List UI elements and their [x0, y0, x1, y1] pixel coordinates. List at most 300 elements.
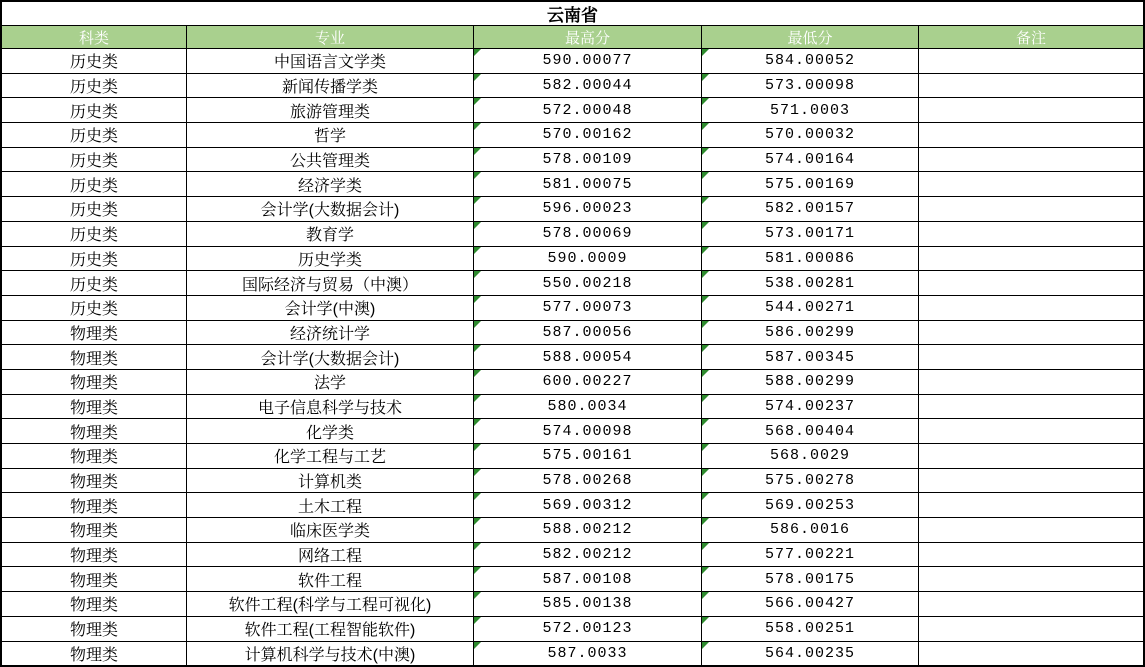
- cell-remark[interactable]: [919, 444, 1143, 468]
- major-text: 经济统计学: [289, 325, 370, 343]
- cell-min-score[interactable]: [702, 567, 919, 591]
- cell-max-score[interactable]: [474, 123, 702, 147]
- number-stored-as-text-indicator-icon: [474, 247, 481, 254]
- column-header-major-label: 专业: [314, 29, 345, 47]
- table-row: [2, 123, 1143, 148]
- min-score-text: 558.00251: [764, 620, 855, 638]
- cell-major[interactable]: [187, 296, 474, 320]
- cell-max-score[interactable]: [474, 148, 702, 172]
- max-score-text: 587.00056: [542, 323, 633, 341]
- major-text: 化学类: [305, 424, 354, 442]
- cell-category[interactable]: [2, 271, 187, 295]
- column-header-category[interactable]: [2, 26, 187, 48]
- category-text: 物理类: [69, 424, 118, 442]
- cell-max-score[interactable]: [474, 296, 702, 320]
- major-text: 经济学类: [297, 177, 362, 195]
- cell-category[interactable]: [2, 148, 187, 172]
- major-text: 软件工程(工程智能软件): [244, 622, 416, 640]
- cell-remark[interactable]: [919, 518, 1143, 542]
- number-stored-as-text-indicator-icon: [702, 148, 709, 155]
- cell-major[interactable]: [187, 172, 474, 196]
- category-text: 物理类: [69, 375, 118, 393]
- cell-min-score[interactable]: [702, 543, 919, 567]
- table-row: [2, 98, 1143, 123]
- number-stored-as-text-indicator-icon: [702, 617, 709, 624]
- max-score-text: 570.00162: [542, 126, 633, 144]
- cell-major[interactable]: [187, 518, 474, 542]
- category-text: 物理类: [69, 474, 118, 492]
- category-text: 物理类: [69, 325, 118, 343]
- cell-min-score[interactable]: [702, 493, 919, 517]
- cell-min-score[interactable]: [702, 197, 919, 221]
- cell-remark[interactable]: [919, 172, 1143, 196]
- cell-min-score[interactable]: [702, 148, 919, 172]
- number-stored-as-text-indicator-icon: [474, 74, 481, 81]
- number-stored-as-text-indicator-icon: [702, 493, 709, 500]
- max-score-text: 588.00054: [542, 348, 633, 366]
- max-score-text: 588.00212: [542, 521, 633, 539]
- table-row: [2, 49, 1143, 74]
- cell-max-score[interactable]: [474, 271, 702, 295]
- cell-min-score[interactable]: [702, 74, 919, 98]
- cell-remark[interactable]: [919, 296, 1143, 320]
- max-score-text: 572.00048: [542, 101, 633, 119]
- cell-min-score[interactable]: [702, 49, 919, 73]
- number-stored-as-text-indicator-icon: [474, 222, 481, 229]
- category-text: 历史类: [69, 276, 118, 294]
- number-stored-as-text-indicator-icon: [474, 419, 481, 426]
- category-text: 历史类: [69, 251, 118, 269]
- category-text: 物理类: [69, 646, 118, 664]
- number-stored-as-text-indicator-icon: [702, 444, 709, 451]
- cell-remark[interactable]: [919, 345, 1143, 369]
- category-text: 物理类: [69, 399, 118, 417]
- cell-remark[interactable]: [919, 543, 1143, 567]
- min-score-text: 564.00235: [764, 644, 855, 662]
- cell-max-score[interactable]: [474, 49, 702, 73]
- max-score-text: 587.00108: [542, 570, 633, 588]
- cell-min-score[interactable]: [702, 370, 919, 394]
- major-text: 临床医学类: [289, 523, 370, 541]
- number-stored-as-text-indicator-icon: [702, 345, 709, 352]
- cell-major[interactable]: [187, 123, 474, 147]
- cell-category[interactable]: [2, 444, 187, 468]
- table-row: [2, 543, 1143, 568]
- cell-category[interactable]: [2, 321, 187, 345]
- table-title-row[interactable]: [2, 2, 1143, 26]
- max-score-text: 578.00109: [542, 151, 633, 169]
- major-text: 网络工程: [297, 548, 362, 566]
- cell-major[interactable]: [187, 444, 474, 468]
- number-stored-as-text-indicator-icon: [474, 567, 481, 574]
- cell-remark[interactable]: [919, 370, 1143, 394]
- cell-min-score[interactable]: [702, 444, 919, 468]
- table-row: [2, 370, 1143, 395]
- number-stored-as-text-indicator-icon: [702, 592, 709, 599]
- number-stored-as-text-indicator-icon: [474, 345, 481, 352]
- cell-min-score[interactable]: [702, 98, 919, 122]
- cell-category[interactable]: [2, 518, 187, 542]
- cell-category[interactable]: [2, 98, 187, 122]
- max-score-text: 582.00212: [542, 546, 633, 564]
- cell-min-score[interactable]: [702, 518, 919, 542]
- min-score-text: 568.00404: [764, 422, 855, 440]
- column-header-category-label: 科类: [78, 29, 109, 47]
- table-row: [2, 518, 1143, 543]
- cell-category[interactable]: [2, 222, 187, 246]
- major-text: 软件工程(科学与工程可视化): [228, 597, 432, 615]
- cell-remark[interactable]: [919, 321, 1143, 345]
- column-header-min-score-label: 最低分: [787, 29, 833, 47]
- cell-category[interactable]: [2, 567, 187, 591]
- column-header-remark-label: 备注: [1015, 29, 1046, 47]
- number-stored-as-text-indicator-icon: [702, 642, 709, 649]
- max-score-text: 587.0033: [547, 644, 628, 662]
- cell-category[interactable]: [2, 247, 187, 271]
- cell-max-score[interactable]: [474, 197, 702, 221]
- cell-category[interactable]: [2, 49, 187, 73]
- cell-max-score[interactable]: [474, 493, 702, 517]
- column-header-major[interactable]: [187, 26, 474, 48]
- max-score-text: 590.00077: [542, 52, 633, 70]
- cell-major[interactable]: [187, 271, 474, 295]
- cell-remark[interactable]: [919, 642, 1143, 666]
- cell-remark[interactable]: [919, 395, 1143, 419]
- max-score-text: 585.00138: [542, 595, 633, 613]
- min-score-text: 538.00281: [764, 274, 855, 292]
- cell-remark[interactable]: [919, 148, 1143, 172]
- table-row: [2, 469, 1143, 494]
- number-stored-as-text-indicator-icon: [474, 395, 481, 402]
- major-text: 会计学(中澳): [284, 301, 376, 319]
- min-score-text: 574.00237: [764, 397, 855, 415]
- cell-remark[interactable]: [919, 74, 1143, 98]
- number-stored-as-text-indicator-icon: [702, 419, 709, 426]
- number-stored-as-text-indicator-icon: [702, 123, 709, 130]
- cell-category[interactable]: [2, 395, 187, 419]
- max-score-text: 575.00161: [542, 447, 633, 465]
- province-title: 云南省: [547, 6, 598, 25]
- cell-min-score[interactable]: [702, 419, 919, 443]
- column-header-min-score[interactable]: [702, 26, 919, 48]
- table-row: [2, 271, 1143, 296]
- cell-max-score[interactable]: [474, 74, 702, 98]
- number-stored-as-text-indicator-icon: [474, 592, 481, 599]
- cell-min-score[interactable]: [702, 592, 919, 616]
- number-stored-as-text-indicator-icon: [702, 543, 709, 550]
- cell-max-score[interactable]: [474, 444, 702, 468]
- number-stored-as-text-indicator-icon: [702, 395, 709, 402]
- max-score-text: 550.00218: [542, 274, 633, 292]
- cell-category[interactable]: [2, 345, 187, 369]
- table-row: [2, 74, 1143, 99]
- max-score-text: 581.00075: [542, 175, 633, 193]
- cell-max-score[interactable]: [474, 321, 702, 345]
- min-score-text: 587.00345: [764, 348, 855, 366]
- min-score-text: 569.00253: [764, 496, 855, 514]
- category-text: 历史类: [69, 227, 118, 245]
- max-score-text: 580.0034: [547, 397, 628, 415]
- cell-min-score[interactable]: [702, 296, 919, 320]
- number-stored-as-text-indicator-icon: [474, 617, 481, 624]
- major-text: 计算机类: [297, 474, 362, 492]
- cell-major[interactable]: [187, 197, 474, 221]
- cell-min-score[interactable]: [702, 395, 919, 419]
- number-stored-as-text-indicator-icon: [702, 518, 709, 525]
- cell-major[interactable]: [187, 148, 474, 172]
- category-text: 物理类: [69, 498, 118, 516]
- cell-max-score[interactable]: [474, 419, 702, 443]
- number-stored-as-text-indicator-icon: [702, 296, 709, 303]
- category-text: 历史类: [69, 103, 118, 121]
- cell-max-score[interactable]: [474, 642, 702, 666]
- max-score-text: 596.00023: [542, 200, 633, 218]
- cell-min-score[interactable]: [702, 271, 919, 295]
- table-row: [2, 148, 1143, 173]
- cell-major[interactable]: [187, 49, 474, 73]
- cell-max-score[interactable]: [474, 98, 702, 122]
- min-score-text: 586.00299: [764, 323, 855, 341]
- cell-remark[interactable]: [919, 493, 1143, 517]
- number-stored-as-text-indicator-icon: [702, 469, 709, 476]
- category-text: 物理类: [69, 572, 118, 590]
- number-stored-as-text-indicator-icon: [474, 148, 481, 155]
- table-body: [2, 49, 1143, 665]
- max-score-text: 577.00073: [542, 299, 633, 317]
- cell-remark[interactable]: [919, 469, 1143, 493]
- cell-category[interactable]: [2, 419, 187, 443]
- table-row: [2, 592, 1143, 617]
- table-row: [2, 567, 1143, 592]
- table-row: [2, 247, 1143, 272]
- cell-major[interactable]: [187, 543, 474, 567]
- cell-major[interactable]: [187, 617, 474, 641]
- max-score-text: 582.00044: [542, 77, 633, 95]
- table-row: [2, 493, 1143, 518]
- max-score-text: 574.00098: [542, 422, 633, 440]
- number-stored-as-text-indicator-icon: [474, 172, 481, 179]
- table-header-row: [2, 26, 1143, 49]
- cell-min-score[interactable]: [702, 345, 919, 369]
- cell-major[interactable]: [187, 98, 474, 122]
- number-stored-as-text-indicator-icon: [702, 321, 709, 328]
- max-score-text: 578.00268: [542, 472, 633, 490]
- max-score-text: 569.00312: [542, 496, 633, 514]
- cell-major[interactable]: [187, 592, 474, 616]
- table-row: [2, 642, 1143, 666]
- category-text: 物理类: [69, 597, 118, 615]
- cell-remark[interactable]: [919, 247, 1143, 271]
- number-stored-as-text-indicator-icon: [702, 197, 709, 204]
- min-score-text: 566.00427: [764, 595, 855, 613]
- category-text: 历史类: [69, 128, 118, 146]
- max-score-text: 578.00069: [542, 225, 633, 243]
- cell-remark[interactable]: [919, 123, 1143, 147]
- cell-major[interactable]: [187, 247, 474, 271]
- number-stored-as-text-indicator-icon: [702, 271, 709, 278]
- category-text: 物理类: [69, 449, 118, 467]
- min-score-text: 575.00169: [764, 175, 855, 193]
- column-header-remark[interactable]: [919, 26, 1143, 48]
- category-text: 历史类: [69, 177, 118, 195]
- cell-major[interactable]: [187, 370, 474, 394]
- table-row: [2, 222, 1143, 247]
- major-text: 土木工程: [297, 498, 362, 516]
- cell-major[interactable]: [187, 642, 474, 666]
- cell-max-score[interactable]: [474, 172, 702, 196]
- max-score-text: 600.00227: [542, 373, 633, 391]
- cell-remark[interactable]: [919, 617, 1143, 641]
- min-score-text: 588.00299: [764, 373, 855, 391]
- min-score-text: 577.00221: [764, 546, 855, 564]
- major-text: 历史学类: [297, 251, 362, 269]
- cell-category[interactable]: [2, 469, 187, 493]
- min-score-text: 573.00171: [764, 225, 855, 243]
- min-score-text: 581.00086: [764, 249, 855, 267]
- cell-major[interactable]: [187, 419, 474, 443]
- cell-max-score[interactable]: [474, 592, 702, 616]
- cell-major[interactable]: [187, 74, 474, 98]
- cell-category[interactable]: [2, 642, 187, 666]
- cell-min-score[interactable]: [702, 321, 919, 345]
- number-stored-as-text-indicator-icon: [474, 98, 481, 105]
- number-stored-as-text-indicator-icon: [474, 123, 481, 130]
- major-text: 会计学(大数据会计): [260, 350, 400, 368]
- cell-max-score[interactable]: [474, 345, 702, 369]
- cell-min-score[interactable]: [702, 222, 919, 246]
- number-stored-as-text-indicator-icon: [474, 444, 481, 451]
- min-score-text: 586.0016: [769, 521, 850, 539]
- min-score-text: 570.00032: [764, 126, 855, 144]
- cell-min-score[interactable]: [702, 469, 919, 493]
- category-text: 历史类: [69, 301, 118, 319]
- cell-min-score[interactable]: [702, 172, 919, 196]
- number-stored-as-text-indicator-icon: [702, 370, 709, 377]
- major-text: 化学工程与工艺: [273, 449, 386, 467]
- min-score-text: 571.0003: [769, 101, 850, 119]
- table-row: [2, 419, 1143, 444]
- major-text: 电子信息科学与技术: [257, 399, 402, 417]
- cell-category[interactable]: [2, 296, 187, 320]
- cell-category[interactable]: [2, 493, 187, 517]
- category-text: 历史类: [69, 54, 118, 72]
- column-header-max-score-label: 最高分: [564, 29, 610, 47]
- column-header-max-score[interactable]: [474, 26, 702, 48]
- cell-major[interactable]: [187, 469, 474, 493]
- min-score-text: 584.00052: [764, 52, 855, 70]
- cell-max-score[interactable]: [474, 370, 702, 394]
- number-stored-as-text-indicator-icon: [474, 469, 481, 476]
- table-row: [2, 444, 1143, 469]
- number-stored-as-text-indicator-icon: [474, 518, 481, 525]
- cell-max-score[interactable]: [474, 395, 702, 419]
- number-stored-as-text-indicator-icon: [474, 49, 481, 56]
- major-text: 公共管理类: [289, 153, 370, 171]
- cell-category[interactable]: [2, 617, 187, 641]
- number-stored-as-text-indicator-icon: [474, 197, 481, 204]
- cell-max-score[interactable]: [474, 469, 702, 493]
- cell-max-score[interactable]: [474, 518, 702, 542]
- major-text: 哲学: [313, 128, 346, 146]
- cell-category[interactable]: [2, 543, 187, 567]
- table-row: [2, 617, 1143, 642]
- cell-category[interactable]: [2, 172, 187, 196]
- min-score-text: 568.0029: [769, 447, 850, 465]
- cell-major[interactable]: [187, 321, 474, 345]
- min-score-text: 544.00271: [764, 299, 855, 317]
- table-row: [2, 395, 1143, 420]
- category-text: 历史类: [69, 79, 118, 97]
- major-text: 会计学(大数据会计): [260, 202, 400, 220]
- cell-remark[interactable]: [919, 49, 1143, 73]
- cell-min-score[interactable]: [702, 123, 919, 147]
- cell-remark[interactable]: [919, 592, 1143, 616]
- number-stored-as-text-indicator-icon: [702, 49, 709, 56]
- category-text: 历史类: [69, 202, 118, 220]
- min-score-text: 578.00175: [764, 570, 855, 588]
- cell-max-score[interactable]: [474, 567, 702, 591]
- cell-major[interactable]: [187, 493, 474, 517]
- cell-remark[interactable]: [919, 271, 1143, 295]
- number-stored-as-text-indicator-icon: [702, 567, 709, 574]
- major-text: 旅游管理类: [289, 103, 370, 121]
- cell-major[interactable]: [187, 345, 474, 369]
- cell-category[interactable]: [2, 197, 187, 221]
- min-score-text: 582.00157: [764, 200, 855, 218]
- cell-min-score[interactable]: [702, 617, 919, 641]
- cell-max-score[interactable]: [474, 543, 702, 567]
- cell-remark[interactable]: [919, 197, 1143, 221]
- number-stored-as-text-indicator-icon: [474, 493, 481, 500]
- cell-major[interactable]: [187, 222, 474, 246]
- number-stored-as-text-indicator-icon: [474, 642, 481, 649]
- number-stored-as-text-indicator-icon: [474, 296, 481, 303]
- min-score-text: 573.00098: [764, 77, 855, 95]
- cell-remark[interactable]: [919, 222, 1143, 246]
- number-stored-as-text-indicator-icon: [702, 172, 709, 179]
- table-row: [2, 296, 1143, 321]
- cell-major[interactable]: [187, 395, 474, 419]
- cell-max-score[interactable]: [474, 617, 702, 641]
- category-text: 历史类: [69, 153, 118, 171]
- major-text: 软件工程: [297, 572, 362, 590]
- major-text: 计算机科学与技术(中澳): [244, 646, 416, 664]
- category-text: 物理类: [69, 523, 118, 541]
- number-stored-as-text-indicator-icon: [702, 222, 709, 229]
- min-score-text: 575.00278: [764, 472, 855, 490]
- cell-category[interactable]: [2, 370, 187, 394]
- max-score-text: 572.00123: [542, 620, 633, 638]
- number-stored-as-text-indicator-icon: [474, 321, 481, 328]
- cell-min-score[interactable]: [702, 247, 919, 271]
- cell-max-score[interactable]: [474, 222, 702, 246]
- cell-remark[interactable]: [919, 98, 1143, 122]
- number-stored-as-text-indicator-icon: [702, 74, 709, 81]
- cell-remark[interactable]: [919, 567, 1143, 591]
- cell-category[interactable]: [2, 123, 187, 147]
- cell-major[interactable]: [187, 567, 474, 591]
- category-text: 物理类: [69, 350, 118, 368]
- cell-max-score[interactable]: [474, 247, 702, 271]
- cell-category[interactable]: [2, 74, 187, 98]
- number-stored-as-text-indicator-icon: [702, 98, 709, 105]
- cell-category[interactable]: [2, 592, 187, 616]
- cell-min-score[interactable]: [702, 642, 919, 666]
- min-score-text: 574.00164: [764, 151, 855, 169]
- major-text: 国际经济与贸易（中澳）: [241, 276, 418, 294]
- cell-remark[interactable]: [919, 419, 1143, 443]
- number-stored-as-text-indicator-icon: [474, 370, 481, 377]
